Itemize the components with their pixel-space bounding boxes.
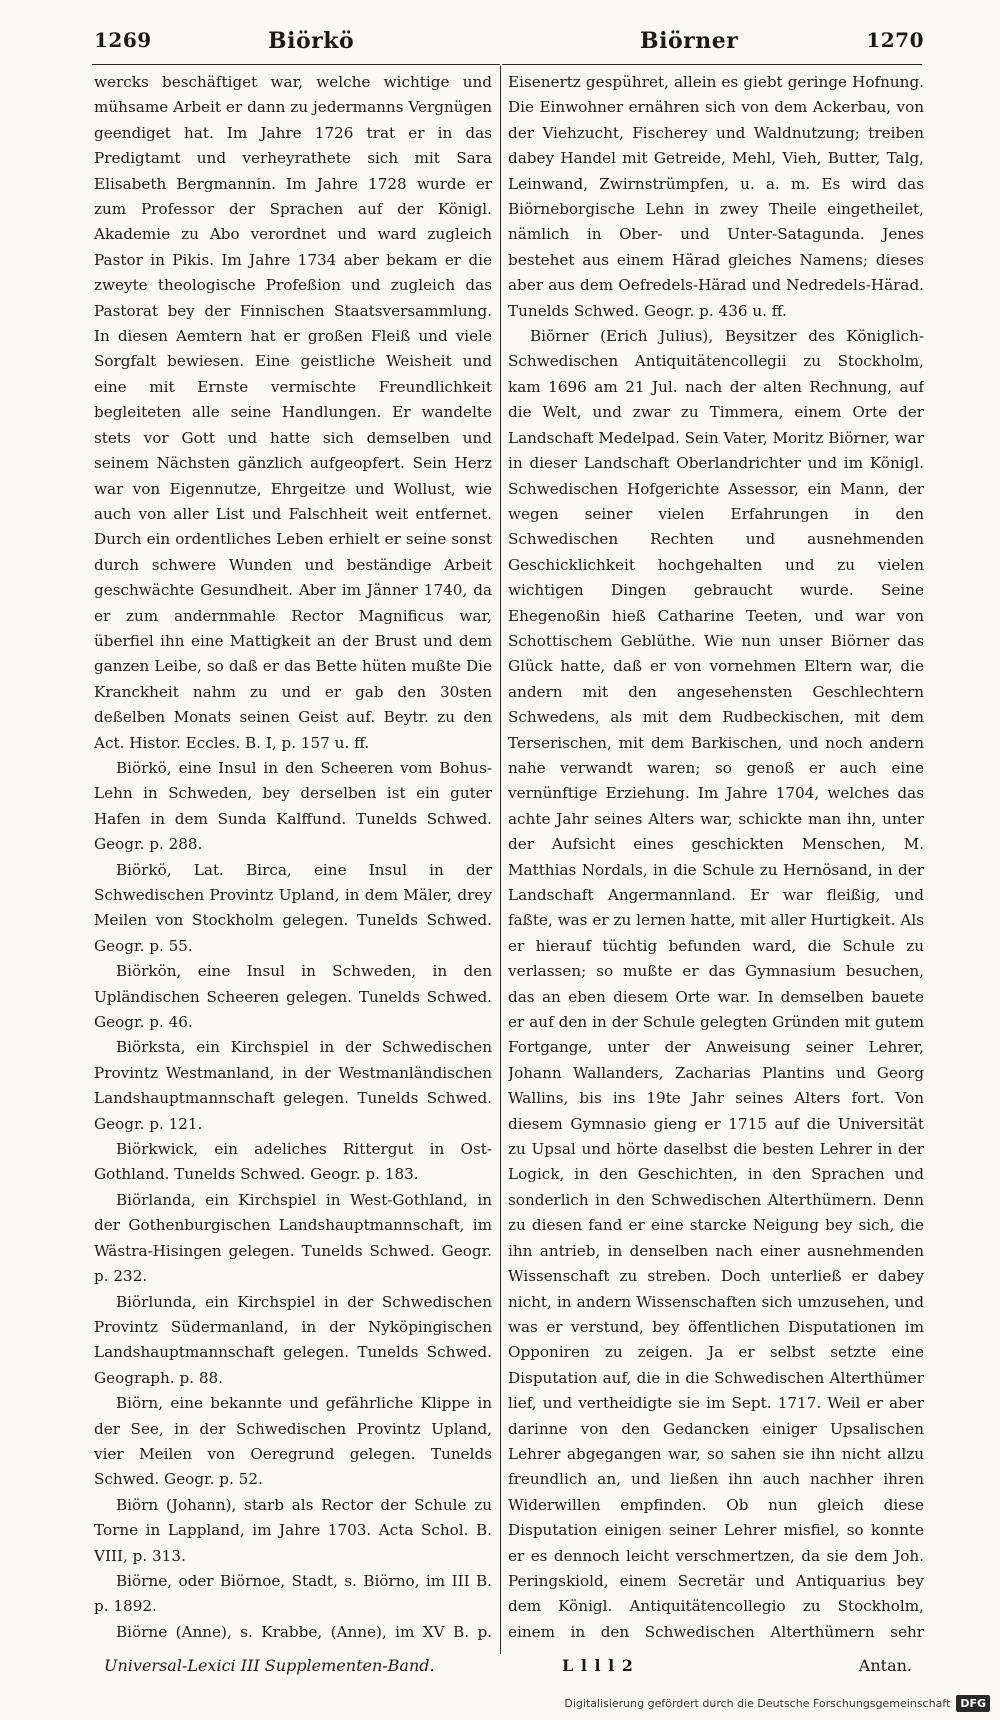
entry-biorne-anne: Biörne (Anne), s. Krabbe, (Anne), im XV B. p. xyxy=(116,1622,492,1641)
page-number-left: 1269 xyxy=(94,28,152,52)
dfg-logo: DFG xyxy=(956,1695,990,1712)
entry-biorko-birca: Biörkö, Lat. Birca, eine Insul in der Schwedischen Provintz Upland, in dem Mäler, drey Meilen von Stockholm gelegen. Tunelds Schwed. Geogr. p. 55. xyxy=(94,860,492,955)
entry-biorlanda: Biörlanda, ein Kirchspiel in West-Gothland, in der Gothenburgischen Landshauptmannschaft, im Wästra-Hisingen gelegen. Tunelds Schwed. Geogr. p. 232. xyxy=(94,1190,492,1286)
catchword: Antan. xyxy=(858,1656,912,1675)
running-headword-right: Biörner xyxy=(640,28,739,54)
entry-continuation: Eisenertz gespühret, allein es giebt geringe Hofnung. Die Einwohner ernähren sich von dem Ackerbau, von der Viehzucht, Fischerey und Waldnutzung; treiben dabey Handel mit Getreide, Mehl, Vieh, Butter, Talg, Leinwand, Zwirnstrümpfen, u. a. m. Es wird das Biörneborgische Lehn in zwey Theile eingetheilet, nämlich in Ober- und Unter-Satagunda. Jenes bestehet aus einem Härad gleiches Namens; dieses aber aus dem Oefredels-Härad und Nedredels-Härad. Tunelds Schwed. Geogr. p. 436 u. ff. xyxy=(508,73,924,320)
banner-text: Digitalisierung gefördert durch die Deutsche Forschungsgemeinschaft xyxy=(564,1697,951,1710)
entry-biorksta: Biörksta, ein Kirchspiel in der Schwedischen Provintz Westmanland, in der Westmanländischen Landshauptmannschaft gelegen. Tunelds Schwed. Geogr. p. 121. xyxy=(94,1038,492,1133)
signature-line: Universal-Lexici III Supplementen-Band. xyxy=(104,1656,435,1675)
entry-biorn-klippe: Biörn, eine bekannte und gefährliche Klippe in der See, in der Schwedischen Provintz Upland, vier Meilen von Oeregrund gelegen. Tunelds Schwed. Geogr. p. 52. xyxy=(94,1394,492,1489)
entry-biorner-erich-julius: Biörner (Erich Julius), Beysitzer des Königlich-Schwedischen Antiquitätencollegii zu Stockholm, kam 1696 am 21 Jul. nach der alten Rechnung, auf die Welt, und zwar zu Timmera, einem Orte der Landschaft Medelpad. Sein Vater, Moritz Biörner, war in dieser Landschaft Oberlandrichter und im Königl. Schwedischen Hofgerichte Assessor, ein Mann, der wegen seiner vielen Erfahrungen in den Schwedischen Rechten und ausnehmenden Geschicklichkeit hochgehalten und zu vielen wichtigen Dingen gebraucht wurde. Seine Ehegenoßin hieß Catharine Teeten, und war von Schottischem Geblüthe. Wie nun unser Biörner das Glück hatte, daß er von vornehmen Eltern war, die andern mit den angesehensten Geschlechtern Schwedens, als mit dem Rudbeckischen, mit dem Terserischen, mit dem Barkischen, und noch andern nahe verwandt waren; so genoß er auch eine vernünftige Erziehung. Im Jahre 1704, welches das achte Jahr seines Alters war, schickte man ihn, unter der Aufsicht eines geschickten Menschen, M. Matthias Nordals, in die Schule zu Hernösand, in der Landschaft Angermannland. Er war fleißig, und faßte, was er zu lernen hatte, mit aller Hurtigkeit. Als er hierauf tüchtig befunden ward, die Schule zu verlassen; so mußte er das Gymnasium besuchen, das an eben diesem Orte war. In demselben bauete er auf den in der Schule gelegten Gründen mit gutem Fortgange, unter der Anweisung seiner Lehrer, Johann Wallanders, Zacharias Plantins und Georg Wallins, bis ins 19te Jahr seines Alters fort. Von diesem Gymnasio gieng er 1715 auf die Universität zu Upsal und hörte daselbst die besten Lehrer in der Logick, in den Geschichten, in den Sprachen und sonderlich in den Schwedischen Alterthümern. Denn zu diesen fand er eine starcke Neigung bey sich, die ihn antrieb, in denselben nach einer ausnehmenden Wissenschaft zu streben. Doch unterließ er dabey nicht, in andern Wissenschaften sich umzusehen, und was er verstund, bey öffentlichen Disputationen im Opponiren zu zeigen. Ja er selbst setzte eine Disputation auf, die in die Schwedischen Alterthümer lief, und vertheidigte sie im Sept. 1717. Weil er aber darinne von den Gedancken einiger Upsalischen Lehrer abgegangen war, so sahen sie ihn nicht allzu freundlich an, und ließen ihn auch nachher ihren Widerwillen empfinden. Ob nun gleich diese Disputation einigen seiner Lehrer misfiel, so konnte er es dennoch leicht verschmertzen, da sie dem Joh. Peringskiold, einem Secretär und Antiquarius bey dem Königl. Antiquitätencollegio zu Stockholm, einem in den Schwedischen Alterthümern sehr xyxy=(508,327,924,1641)
entry-biorko-bohus: Biörkö, eine Insul in den Scheeren vom Bohus-Lehn in Schweden, bey derselben ist ein guter Hafen in dem Sunda Kalffund. Tunelds Schwed. Geogr. p. 288. xyxy=(94,758,492,854)
left-column xyxy=(94,70,492,1650)
entry-biorne-stadt: Biörne, oder Biörnoe, Stadt, s. Biörno, im III B. p. 1892. xyxy=(94,1571,492,1616)
digitization-banner xyxy=(564,1695,990,1712)
entry-biorlunda: Biörlunda, ein Kirchspiel in der Schwedischen Provintz Südermanland, in der Nyköpingischen Landshauptmannschaft gelegen. Tunelds Schwed. Geograph. p. 88. xyxy=(94,1292,492,1387)
running-headword-left: Biörkö xyxy=(268,28,355,54)
sheet-mark: L l l l 2 xyxy=(562,1656,634,1675)
header-rule-right xyxy=(502,64,922,65)
entry-biorkwick: Biörkwick, ein adeliches Rittergut in Ost-Gothland. Tunelds Schwed. Geogr. p. 183. xyxy=(94,1140,492,1184)
page-number-right: 1270 xyxy=(866,28,924,52)
right-column xyxy=(508,70,924,1650)
header-rule-left xyxy=(92,64,500,65)
column-divider xyxy=(500,66,501,1654)
entry-biorn-johann: Biörn (Johann), starb als Rector der Schule zu Torne in Lappland, im Jahre 1703. Acta Schol. B. VIII, p. 313. xyxy=(94,1495,492,1565)
entry-biorkon: Biörkön, eine Insul in Schweden, in den Upländischen Scheeren gelegen. Tunelds Schwed. Geogr. p. 46. xyxy=(94,962,492,1032)
entry-continuation: wercks beschäftiget war, welche wichtige und mühsame Arbeit er dann zu jedermanns Vergnügen geendiget hat. Im Jahre 1726 trat er in das Predigtamt und verheyrathete sich mit Sara Elisabeth Bergmannin. Im Jahre 1728 wurde er zum Professor der Sprachen auf der Königl. Akademie zu Abo verordnet und ward zugleich Pastor in Pikis. Im Jahre 1734 aber bekam er die zweyte theologische Profeßion und zugleich das Pastorat bey der Finnischen Staatsversammlung. In diesen Aemtern hat er großen Fleiß und viele Sorgfalt bewiesen. Eine geistliche Weisheit und eine mit Ernste vermischte Freundlichkeit begleiteten alle seine Handlungen. Er wandelte stets vor Gott und hatte sich demselben und seinem Nächsten gänzlich aufgeopfert. Sein Herz war von Eigennutze, Ehrgeitze und Wollust, wie auch von aller List und Falschheit weit entfernet. Durch ein ordentliches Leben erhielt er seine sonst durch schwere Wunden und beständige Arbeit geschwächte Gesundheit. Aber im Jänner 1740, da er zum andernmahle Rector Magnificus war, überfiel ihn eine Mattigkeit an der Brust und dem ganzen Leibe, so daß er das Bette hüten mußte Die Kranckheit nahm zu und er gab den 30sten deßelben Monats seinen Geist auf. Beytr. zu den Act. Histor. Eccles. B. I, p. 157 u. ff. xyxy=(94,73,492,752)
